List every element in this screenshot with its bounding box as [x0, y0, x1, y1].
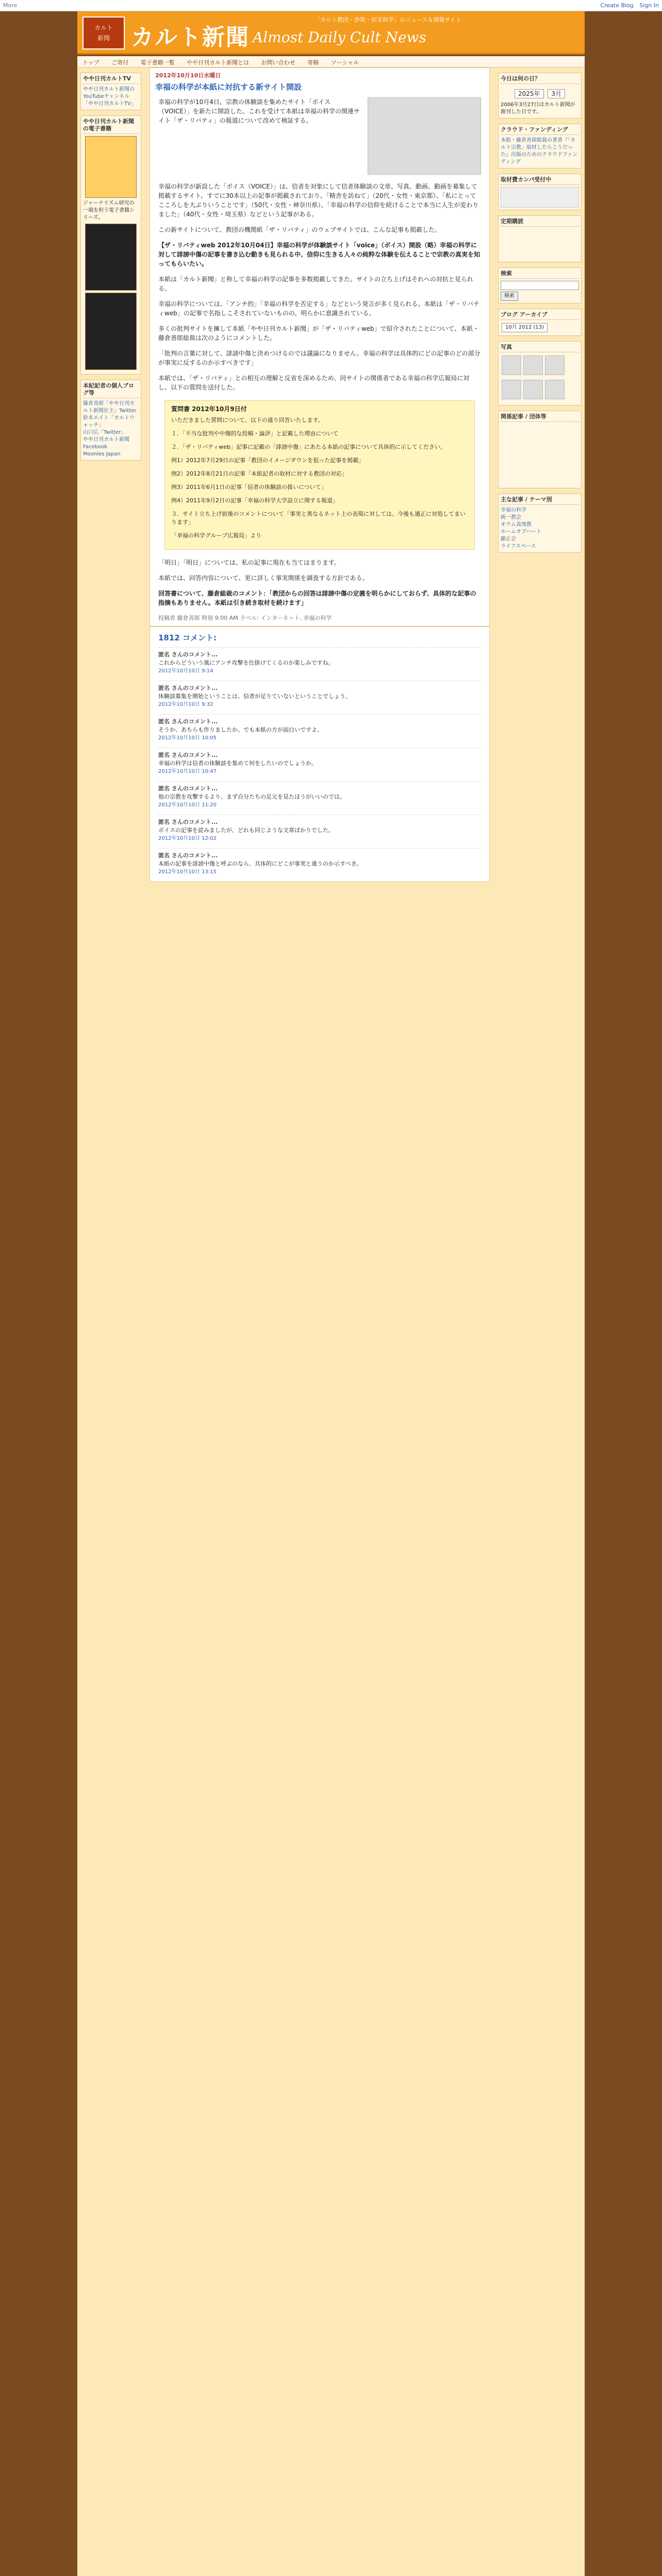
comment-item: 匿名 さんのコメント... そうか、あちらも作りましたか。でも本紙の方が面白いですよ。 2012年10月10日 10:05	[158, 714, 481, 745]
blog-link[interactable]: やや日刊カルト新聞 Facebook	[83, 437, 129, 450]
widget-subscribe	[498, 215, 582, 262]
post-date: 2012年10月10日水曜日	[155, 72, 221, 79]
comments-heading: 1812 コメント:	[150, 626, 489, 645]
ebook-cover-image[interactable]	[85, 293, 137, 370]
main-content	[150, 67, 490, 882]
quote-item: 例2）2012年8月21日の記事「本紙記者の取材に対する教団の対応」	[171, 470, 347, 477]
comment-timestamp[interactable]: 2012年10月10日 9:14	[158, 668, 213, 674]
archive-select[interactable]: 10月 2012 (13)	[502, 323, 548, 332]
month-select[interactable]: 3月	[548, 89, 565, 98]
site-logo[interactable]	[82, 16, 125, 49]
nav-item-top[interactable]: トップ	[82, 59, 100, 66]
widget-related	[498, 411, 582, 488]
site-header	[77, 11, 585, 55]
nav-item-social[interactable]: ソーシャル	[330, 59, 359, 66]
post-paragraph: 多くの批判サイトを擁して本紙「やや日刊カルト新聞」が「ザ・リバティweb」で紹介されたことについて、本紙・藤倉善郎総裁は次のようにコメントした。	[158, 325, 479, 342]
quote-item: 例1）2012年7月29日の記事「教団のイメージダウンを狙った記事を掲載」	[171, 457, 365, 464]
logo-mid-text: 新聞	[97, 35, 110, 42]
ebook-cover-image[interactable]	[85, 224, 137, 291]
widget-search	[498, 267, 582, 303]
widget-photos	[498, 341, 582, 405]
ebook-cover-image[interactable]	[85, 136, 137, 198]
right-sidebar	[495, 67, 585, 553]
nav-item-ebooks[interactable]: 電子書籍一覧	[140, 59, 175, 66]
quote-item: ３．サイト立ち上げ前後のコメントについて「事実と異なるネット上の表現に対しては、今後も適正に対処してまいります」	[171, 511, 466, 526]
widget-text[interactable]: 本紙・藤倉善郎総裁の著書『「カルト宗教」取材したらこうだった』出版のためのクラウドファンディング	[501, 138, 578, 165]
response-quote-box	[164, 400, 475, 550]
widget-title: 本紀記者の個人ブログ等	[83, 382, 139, 398]
main-nav	[77, 56, 585, 67]
comment-item: 匿名 さんのコメント... 他の宗教を攻撃するより、まず自分たちの足元を見たほうがいいのでは。 2012年10月10日 11:20	[158, 781, 481, 812]
post-paragraph: 「明日」「明日」については、私の記事に現在も当てはまります。	[158, 559, 340, 566]
nav-item-contact[interactable]: お問い合わせ	[261, 59, 295, 66]
blogger-topbar	[0, 0, 662, 11]
create-blog-link[interactable]: Create Blog	[600, 2, 634, 9]
sign-in-link[interactable]: Sign In	[639, 2, 659, 9]
comment-timestamp[interactable]: 2012年10月10日 12:02	[158, 836, 217, 841]
quote-item: いただきました質問について、以下の通り回答いたします。	[171, 417, 324, 423]
widget-title: 写真	[501, 344, 579, 352]
photo-thumbnail[interactable]	[545, 380, 565, 399]
widget-text[interactable]: やや日刊カルト新聞のYouTubeチャンネル「やや日刊カルトTV」	[83, 87, 136, 107]
nav-item-about[interactable]: やや日刊カルト新聞とは	[187, 59, 250, 66]
theme-link[interactable]: オウム真理教	[501, 522, 532, 528]
post-paragraph: 回答書について、藤倉総裁のコメント：「教団からの回答は誹謗中傷の定義を明らかにしておらず、具体的な記事の指摘もありません。本紙は引き続き取材を続けます」	[158, 590, 476, 606]
post-paragraph: 幸福の科学が10月4日、宗教の体験談を集めたサイト「ボイス（VOICE）」を新たに開設した。これを受けて本紙は幸福の科学の関連サイト「ザ・リバティ」の報道について改めて検証する。	[150, 94, 489, 128]
widget-donation	[498, 174, 582, 210]
quote-item: 例3）2011年6月1日の記事「信者の体験談の扱いについて」	[171, 484, 327, 490]
quote-item: １．「不当な批判や中傷的な投稿・論評」と記載した理由について	[171, 430, 339, 437]
post-footer: 投稿者 藤倉善郎 時刻 9:00 AM ラベル: インターネット, 幸福の科学	[158, 615, 332, 621]
more-link[interactable]: More	[3, 2, 18, 9]
comment-item: 匿名 さんのコメント... ボイスの記事を読みましたが、どれも同じような文章ばかりでした。 2012年10月10日 12:02	[158, 815, 481, 846]
comment-item: 匿名 さんのコメント... 幸福の科学は信者の体験談を集めて何をしたいのでしょうか。 2012年10月10日 10:47	[158, 748, 481, 779]
widget-title: 今日は何の日？	[501, 75, 579, 84]
widget-title: やや日刊カルトTV	[83, 75, 139, 84]
post-paragraph: 本紙では、「ザ・リバティ」との相互の理解と反省を深めるため、同サイトの関係者である幸福の科学広報局に対し、以下の質問を送付した。	[158, 375, 470, 391]
widget-title: 主な記事 / テーマ別	[501, 496, 579, 505]
post-paragraph: 【ザ・リバティweb 2012年10月04日】幸福の科学が体験談サイト「voice」（ボイス）開設（略）幸福の科学に対して誹謗中傷の記事を書き込む動きも見られる中、信仰に生きる人々の純粋な体験を伝えることで宗教の真実を知ってもらいたい。	[158, 242, 481, 267]
widget-personal-blogs	[80, 380, 141, 461]
comment-timestamp[interactable]: 2012年10月10日 10:05	[158, 735, 217, 741]
nav-item-contribute[interactable]: 寄稿	[307, 59, 319, 66]
nav-item-donate[interactable]: ご寄付	[111, 59, 129, 66]
page-body	[77, 67, 585, 2576]
post-paragraph: この新サイトについて、教団の機関紙「ザ・リバティ」のウェブサイトでは、こんな記事も掲載した。	[158, 226, 441, 233]
widget-themes	[498, 494, 582, 553]
widget-title: 関係記事 / 団体等	[501, 413, 579, 422]
post-paragraph: 幸福の科学が新設した「ボイス（VOICE）」は、信者を対象にして信者体験談の文章、写真、動画、動画を募集して掲載するサイト。すでに30本以上の記事が掲載されており、「精舎を訪ねて」（20代・女性・東京都）、「私にとってこころしを大ぶりいうことです」（50代・女性・神奈川県）、「幸福の科学の信仰を続けることで本当に人生が変わりました」（40代・女性・埼玉県）などという記事がある。	[158, 183, 479, 218]
site-subtitle: Almost Daily Cult News	[253, 29, 426, 46]
widget-title: クラウド・ファンディング	[501, 126, 579, 135]
widget-today	[498, 73, 582, 118]
theme-link[interactable]: 顕正会	[501, 536, 516, 542]
comment-item: 匿名 さんのコメント... 本紙の記事を誹謗中傷と呼ぶのなら、具体的にどこが事実と違うのか示すべき。 2012年10月10日 13:15	[158, 848, 481, 879]
related-links[interactable]	[501, 424, 579, 486]
search-button[interactable]: 検索	[501, 292, 518, 301]
blog-link[interactable]: Moonies Japan	[83, 451, 121, 457]
blog-link[interactable]: 藤倉善郎「やや日刊カルト新聞社主」Twitter	[83, 401, 137, 414]
post-screenshot-image	[368, 97, 481, 175]
widget-ebooks	[80, 115, 141, 375]
post-paragraph: 幸福の科学については、「アンチ的」「幸福の科学を否定する」などという発言が多く見られる。本紙は「ザ・リバティweb」の記事で名指しこそされていないものの、明らかに意識されている。	[158, 300, 479, 317]
donation-banner[interactable]	[501, 187, 579, 208]
comment-timestamp[interactable]: 2012年10月10日 9:32	[158, 702, 213, 707]
widget-cult-tv	[80, 73, 141, 110]
photo-thumbnail[interactable]	[502, 355, 521, 375]
comment-timestamp[interactable]: 2012年10月10日 13:15	[158, 869, 217, 875]
widget-archive	[498, 309, 582, 336]
widget-text: ジャーナリズム研究の一端を担う電子書籍シリーズ。	[83, 200, 135, 221]
quote-item: 例4）2011年9月2日の記事「幸福の科学大学設立に関する報道」	[171, 497, 338, 504]
quote-item: ２．「ザ・リバティweb」記事に記載の「誹謗中傷」にあたる本紙の記事について具体的に示してください。	[171, 444, 446, 450]
photo-thumbnail[interactable]	[545, 355, 565, 375]
left-sidebar	[77, 67, 144, 461]
photo-thumbnail[interactable]	[523, 355, 543, 375]
widget-title: 検索	[501, 270, 579, 279]
widget-title: やや日刊カルト新聞の電子書籍	[83, 118, 139, 134]
subscribe-area[interactable]	[501, 229, 579, 260]
post-paragraph: 「批判の言葉に対して、誹謗中傷と決めつけるのでは議論になりません。幸福の科学は具体的にどの記事のどの部分が事実に反するのか示すべきです」	[158, 350, 481, 366]
blog-link[interactable]: 山口広「Twitter」	[83, 430, 126, 435]
post-title[interactable]: 幸福の科学が本紙に対抗する新サイト開設	[155, 82, 302, 92]
widget-text: 2006年3月27日はカルト新聞が創刊した日です。	[501, 102, 575, 115]
quote-item: 「幸福の科学グループ広報局」より	[171, 532, 262, 539]
widget-title: 定期購読	[501, 218, 579, 227]
theme-link[interactable]: ホームオブハート	[501, 529, 541, 535]
widget-title: 取材費カンパ受付中	[501, 176, 579, 185]
year-select[interactable]: 2025年	[515, 89, 544, 98]
widget-title: ブログ アーカイブ	[501, 311, 579, 320]
theme-link[interactable]: 統一教会	[501, 515, 521, 520]
quote-title: 質問書 2012年10月9日付	[171, 405, 247, 413]
photo-thumbnail[interactable]	[523, 380, 543, 399]
comment-item: 匿名 さんのコメント... これからどういう風にアンチ攻撃を仕掛けてくるのか楽しみですね。 2012年10月10日 9:14	[158, 647, 481, 679]
theme-link[interactable]: 幸福の科学	[501, 507, 526, 513]
theme-link[interactable]: ライフスペース	[501, 544, 536, 549]
post-paragraph: 本紙は「カルト新聞」と称して幸福の科学の記事を多数掲載してきた。サイトの立ち上げはそれへの対抗と見られる。	[158, 276, 473, 292]
search-input[interactable]	[501, 281, 579, 290]
site-tagline: 「カルト教団・詐欺・似非科学」のニュース＆情報サイト	[315, 16, 461, 23]
widget-crowdfunding	[498, 124, 582, 168]
blog-link[interactable]: 鈴木エイト「カルトウォッチ」	[83, 415, 135, 428]
post-paragraph: 本紙では、回答内容について、更に詳しく事実関係を調査する方針である。	[158, 574, 369, 582]
comment-timestamp[interactable]: 2012年10月10日 11:20	[158, 802, 217, 808]
site-title[interactable]: カルト新聞	[131, 24, 250, 50]
logo-top-text: カルト	[94, 24, 113, 31]
comment-timestamp[interactable]: 2012年10月10日 10:47	[158, 769, 217, 774]
photo-thumbnail[interactable]	[502, 380, 521, 399]
comment-item: 匿名 さんのコメント... 体験談募集を開始ということは、信者が足りていないということでしょう。 2012年10月10日 9:32	[158, 681, 481, 712]
